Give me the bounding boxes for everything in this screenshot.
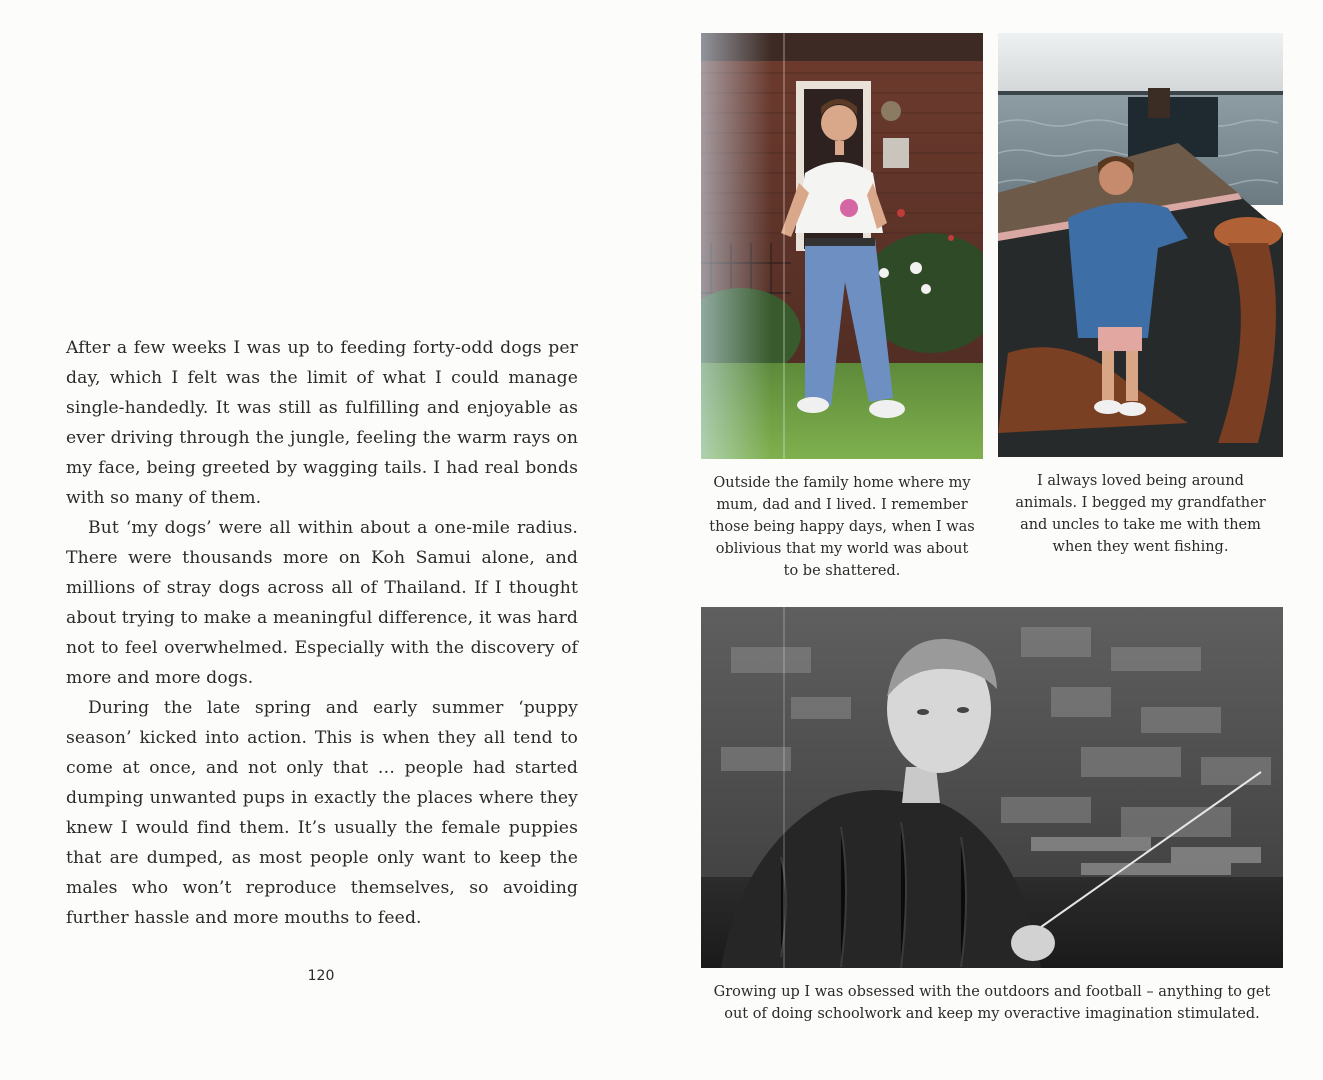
caption-line: and uncles to take me with them bbox=[1020, 517, 1261, 533]
caption-line: animals. I begged my grandfather bbox=[1015, 495, 1266, 511]
caption-line: oblivious that my world was about bbox=[715, 541, 969, 557]
paragraph-3: During the late spring and early summer ‘puppy season’ kicked into action. This is when they all tend to come at once, and not only that … people had started dumping unwanted pups in exactly the places where they knew I would find them. It’s usually the female puppies that are dumped, as most people only want to keep the males who won’t reproduce themselves, so avoiding further hassle and more mouths to feed. bbox=[66, 698, 578, 928]
caption-line: Outside the family home where my bbox=[713, 475, 971, 491]
caption-line: mum, dad and I lived. I remember bbox=[716, 497, 968, 513]
caption-line: to be shattered. bbox=[783, 563, 901, 579]
paragraph-2: But ‘my dogs’ were all within about a one-mile radius. There were thousands more on Koh Samui alone, and millions of stray dogs across all of Thailand. If I thought about trying to make a meaningful difference, it was hard not to feel overwhelmed. Especially with the discovery of more and more dogs. bbox=[66, 518, 578, 688]
body-text bbox=[66, 333, 578, 933]
page-number: 120 bbox=[307, 968, 335, 984]
caption-boat bbox=[998, 470, 1283, 558]
caption-garden bbox=[701, 472, 983, 582]
caption-line: I always loved being around bbox=[1037, 473, 1244, 489]
caption-line: those being happy days, when I was bbox=[709, 519, 975, 535]
left-page bbox=[0, 0, 660, 1080]
paragraph-1: After a few weeks I was up to feeding forty-odd dogs per day, which I felt was the limit of what I could manage single-handedly. It was still as fulfilling and enjoyable as ever driving through the jungle, feeling the warm rays on my face, being greeted by wagging tails. I had real bonds with so many of them. bbox=[66, 338, 578, 508]
caption-line: out of doing schoolwork and keep my overactive imagination stimulated. bbox=[724, 1006, 1260, 1022]
photo-garden bbox=[701, 33, 983, 459]
caption-line: Growing up I was obsessed with the outdoors and football – anything to get bbox=[713, 984, 1271, 1000]
caption-line: when they went fishing. bbox=[1052, 539, 1229, 555]
photo-fishing bbox=[701, 607, 1283, 968]
caption-fishing bbox=[690, 981, 1294, 1025]
photo-boat bbox=[998, 33, 1283, 457]
